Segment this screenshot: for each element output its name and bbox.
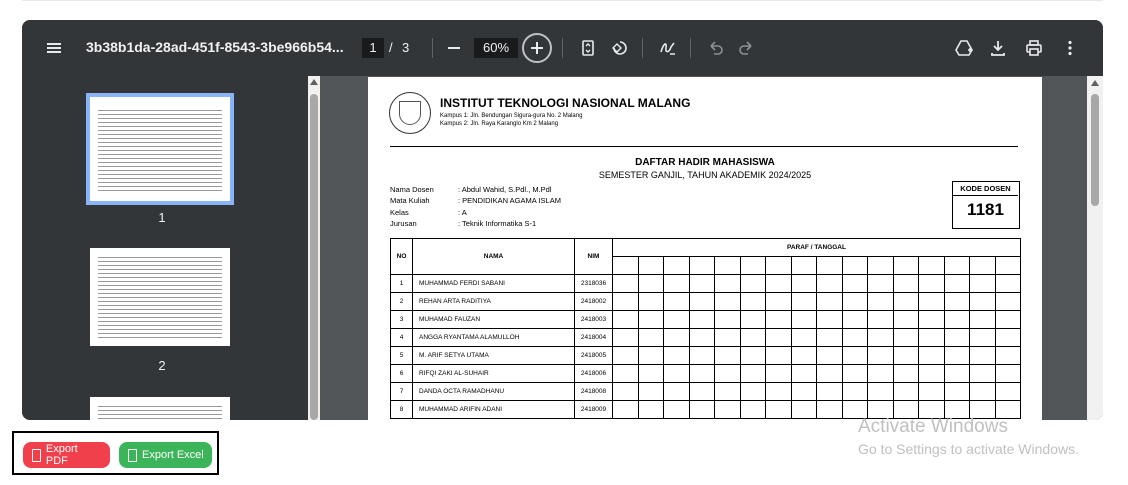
paraf-cell (970, 347, 996, 365)
paraf-cell (817, 365, 843, 383)
header-rule (390, 146, 1018, 147)
cell-nim: 2418009 (575, 401, 613, 419)
paraf-cell (791, 401, 817, 419)
page-total: 3 (402, 40, 410, 55)
paraf-cell (791, 347, 817, 365)
paraf-cell (766, 311, 792, 329)
cell-nama: DANDA OCTA RAMADHANU (413, 383, 575, 401)
top-divider (22, 0, 1103, 1)
paraf-cell (613, 383, 639, 401)
paraf-cell (995, 347, 1021, 365)
paraf-cell (664, 401, 690, 419)
paraf-cell (715, 347, 741, 365)
paraf-cell (791, 329, 817, 347)
col-header-nim: NIM (575, 239, 613, 275)
paraf-cell (638, 365, 664, 383)
scroll-up-icon[interactable] (310, 79, 318, 85)
page-scroll-thumb[interactable] (1091, 94, 1099, 206)
paraf-cell (919, 293, 945, 311)
cell-nama: ANGGA RYANTAMA ALAMULLOH (413, 329, 575, 347)
paraf-cell (970, 383, 996, 401)
paraf-cell (715, 383, 741, 401)
minus-icon[interactable] (440, 34, 468, 62)
paraf-cell (715, 311, 741, 329)
paraf-cell (689, 383, 715, 401)
paraf-cell (970, 275, 996, 293)
paraf-cell (791, 365, 817, 383)
cell-no: 1 (391, 275, 413, 293)
paraf-cell (740, 311, 766, 329)
fit-page-icon[interactable] (574, 34, 602, 62)
export-pdf-label: Export PDF (45, 443, 78, 467)
paraf-cell (970, 311, 996, 329)
paraf-cell (766, 365, 792, 383)
paraf-cell (613, 329, 639, 347)
print-icon[interactable] (1020, 34, 1048, 62)
campus-address-2: Kampus 2: Jln. Raya Karanglo Km 2 Malang (440, 121, 559, 127)
paraf-cell (766, 347, 792, 365)
paraf-cell (893, 347, 919, 365)
add-to-drive-icon[interactable] (950, 34, 978, 62)
paraf-cell (638, 347, 664, 365)
paraf-cell (995, 329, 1021, 347)
cell-no: 4 (391, 329, 413, 347)
paraf-cell (664, 275, 690, 293)
campus-address-1: Kampus 1: Jln. Bendungan Sigura-gura No. 2 Malang (440, 113, 583, 119)
file-name: 3b38b1da-28ad-451f-8543-3be966b54... (86, 39, 344, 55)
cell-nim: 2318036 (575, 275, 613, 293)
info-value: : Abdul Wahid, S.Pdl., M.Pdl (458, 185, 552, 194)
paraf-cell (944, 329, 970, 347)
paraf-cell (842, 365, 868, 383)
paraf-cell (613, 347, 639, 365)
toolbar-divider (562, 38, 563, 58)
paraf-cell (842, 347, 868, 365)
table-row (391, 383, 1021, 401)
paraf-cell (919, 365, 945, 383)
cell-no: 3 (391, 311, 413, 329)
paraf-cell (893, 365, 919, 383)
paraf-cell (868, 257, 894, 275)
kode-dosen-box (952, 181, 1020, 229)
paraf-cell (842, 275, 868, 293)
paraf-cell (970, 329, 996, 347)
paraf-cell (817, 329, 843, 347)
pdf-viewer (22, 20, 1103, 420)
paraf-cell (715, 329, 741, 347)
table-row (391, 275, 1021, 293)
paraf-cell (638, 401, 664, 419)
export-pdf-button[interactable] (23, 442, 110, 468)
paraf-cell (613, 365, 639, 383)
thumbnail-number: 1 (158, 210, 166, 225)
sidebar-scroll-thumb[interactable] (310, 94, 318, 420)
thumbnail-content (98, 254, 222, 340)
scroll-up-icon[interactable] (1091, 80, 1099, 86)
paraf-cell (868, 347, 894, 365)
thumbnail-content (98, 107, 222, 191)
paraf-cell (689, 257, 715, 275)
cell-nim: 2418003 (575, 311, 613, 329)
thumbnail-content (98, 403, 222, 420)
paraf-cell (995, 275, 1021, 293)
cell-nama: M. ARIF SETYA UTAMA (413, 347, 575, 365)
kode-dosen-label: KODE DOSEN (960, 184, 1011, 193)
cell-nama: MUHAMMAD FERDI SABANI (413, 275, 575, 293)
paraf-cell (817, 257, 843, 275)
paraf-cell (715, 293, 741, 311)
page-scrollbar[interactable] (1087, 76, 1103, 420)
paraf-cell (893, 275, 919, 293)
export-excel-label: Export Excel (142, 449, 204, 461)
table-row (391, 329, 1021, 347)
cell-nim: 2418005 (575, 347, 613, 365)
paraf-cell (766, 329, 792, 347)
pen-icon[interactable] (654, 34, 682, 62)
info-value: : A (458, 208, 467, 217)
cell-nama: MUHAMMAD ARIFIN ADANI (413, 401, 575, 419)
paraf-cell (919, 347, 945, 365)
paraf-cell (638, 311, 664, 329)
paraf-cell (817, 383, 843, 401)
paraf-cell (919, 329, 945, 347)
cell-no: 8 (391, 401, 413, 419)
more-vert-icon[interactable] (1056, 34, 1084, 62)
viewer-toolbar (22, 20, 1103, 76)
cell-nim: 2418008 (575, 383, 613, 401)
paraf-cell (893, 383, 919, 401)
paraf-cell (919, 311, 945, 329)
table-row (391, 311, 1021, 329)
menu-icon[interactable] (40, 34, 68, 62)
col-header-paraf: PARAF / TANGGAL (613, 239, 1021, 257)
paraf-cell (613, 275, 639, 293)
xls-file-icon (127, 449, 137, 461)
table-row (391, 293, 1021, 311)
paraf-cell (740, 365, 766, 383)
export-excel-button[interactable] (119, 442, 212, 468)
sidebar-scrollbar[interactable] (308, 76, 320, 420)
paraf-cell (664, 293, 690, 311)
paraf-cell (664, 383, 690, 401)
paraf-cell (613, 257, 639, 275)
info-label: Mata Kuliah (390, 196, 430, 205)
paraf-cell (613, 401, 639, 419)
paraf-cell (664, 257, 690, 275)
paraf-cell (944, 383, 970, 401)
table-row (391, 365, 1021, 383)
paraf-cell (791, 293, 817, 311)
paraf-cell (817, 401, 843, 419)
toolbar-divider (642, 38, 643, 58)
paraf-cell (791, 257, 817, 275)
cell-nim: 2418004 (575, 329, 613, 347)
paraf-cell (893, 329, 919, 347)
page-thumbnail[interactable] (90, 397, 230, 420)
paraf-cell (638, 275, 664, 293)
paraf-cell (868, 365, 894, 383)
institution-name: INSTITUT TEKNOLOGI NASIONAL MALANG (440, 96, 691, 110)
paraf-cell (995, 365, 1021, 383)
redo-icon[interactable] (732, 34, 760, 62)
paraf-cell (842, 293, 868, 311)
paraf-cell (919, 383, 945, 401)
paraf-cell (689, 365, 715, 383)
paraf-cell (791, 311, 817, 329)
info-label: Kelas (390, 208, 409, 217)
paraf-cell (740, 383, 766, 401)
paraf-cell (740, 275, 766, 293)
paraf-cell (766, 401, 792, 419)
cell-no: 2 (391, 293, 413, 311)
paraf-cell (715, 401, 741, 419)
paraf-cell (791, 383, 817, 401)
paraf-cell (664, 347, 690, 365)
cell-nama: REHAN ARTA RADITIYA (413, 293, 575, 311)
paraf-cell (766, 293, 792, 311)
paraf-cell (638, 383, 664, 401)
cell-no: 7 (391, 383, 413, 401)
info-value: : PENDIDIKAN AGAMA ISLAM (458, 196, 561, 205)
paraf-cell (970, 257, 996, 275)
activate-windows-subtitle: Go to Settings to activate Windows. (858, 441, 1079, 457)
paraf-cell (689, 293, 715, 311)
paraf-cell (740, 257, 766, 275)
undo-icon[interactable] (702, 34, 730, 62)
paraf-cell (664, 329, 690, 347)
paraf-cell (689, 311, 715, 329)
paraf-cell (944, 275, 970, 293)
paraf-cell (944, 293, 970, 311)
paraf-cell (766, 275, 792, 293)
thumbnail-number: 2 (158, 358, 166, 373)
paraf-cell (689, 347, 715, 365)
pdf-file-icon (31, 449, 41, 461)
toolbar-divider (690, 38, 691, 58)
paraf-cell (868, 383, 894, 401)
paraf-cell (613, 293, 639, 311)
kode-dosen-value: 1181 (967, 200, 1004, 219)
cell-no: 5 (391, 347, 413, 365)
paraf-cell (817, 275, 843, 293)
table-row (391, 347, 1021, 365)
paraf-cell (995, 311, 1021, 329)
institution-logo (389, 92, 431, 134)
paraf-cell (638, 329, 664, 347)
cell-no: 6 (391, 365, 413, 383)
paraf-cell (689, 401, 715, 419)
paraf-cell (689, 329, 715, 347)
paraf-cell (944, 257, 970, 275)
paraf-cell (995, 383, 1021, 401)
cell-nama: MUHAMAD FAUZAN (413, 311, 575, 329)
cell-nim: 2418002 (575, 293, 613, 311)
paraf-cell (995, 293, 1021, 311)
cell-nim: 2418006 (575, 365, 613, 383)
paraf-cell (740, 401, 766, 419)
paraf-cell (766, 383, 792, 401)
page-thumbnail[interactable] (90, 248, 230, 346)
col-header-no: NO (391, 239, 413, 275)
paraf-cell (740, 347, 766, 365)
paraf-cell (842, 329, 868, 347)
paraf-cell (944, 311, 970, 329)
download-icon[interactable] (984, 34, 1012, 62)
page-separator: / (389, 40, 393, 55)
paraf-cell (817, 293, 843, 311)
plus-icon[interactable] (522, 33, 552, 63)
paraf-cell (766, 257, 792, 275)
paraf-cell (638, 293, 664, 311)
paraf-cell (893, 311, 919, 329)
paraf-cell (842, 383, 868, 401)
paraf-cell (919, 257, 945, 275)
info-label: Jurusan (390, 219, 417, 228)
paraf-cell (970, 293, 996, 311)
page-number-input[interactable]: 1 (362, 38, 384, 58)
paraf-cell (638, 257, 664, 275)
document-title: DAFTAR HADIR MAHASISWA (635, 157, 775, 168)
col-header-nama: NAMA (413, 239, 575, 275)
document-page (368, 77, 1042, 420)
paraf-cell (868, 329, 894, 347)
paraf-cell (868, 275, 894, 293)
paraf-cell (919, 275, 945, 293)
paraf-cell (970, 365, 996, 383)
toolbar-divider (432, 38, 433, 58)
paraf-cell (664, 365, 690, 383)
document-subtitle: SEMESTER GANJIL, TAHUN AKADEMIK 2024/2025 (598, 170, 812, 180)
export-actions (12, 431, 219, 475)
paraf-cell (842, 311, 868, 329)
paraf-cell (817, 311, 843, 329)
paraf-cell (740, 329, 766, 347)
paraf-cell (944, 347, 970, 365)
attendance-table (390, 238, 1021, 419)
paraf-cell (791, 275, 817, 293)
paraf-cell (868, 311, 894, 329)
rotate-icon[interactable] (606, 34, 634, 62)
thumbnail-sidebar (22, 76, 320, 420)
paraf-cell (868, 293, 894, 311)
paraf-cell (817, 347, 843, 365)
paraf-cell (944, 365, 970, 383)
paraf-cell (842, 257, 868, 275)
info-value: : Teknik Informatika S-1 (458, 219, 537, 228)
paraf-cell (613, 311, 639, 329)
info-label: Nama Dosen (390, 185, 434, 194)
page-thumbnail[interactable] (90, 97, 230, 201)
activate-windows-title: Activate Windows (858, 416, 1008, 437)
paraf-cell (893, 293, 919, 311)
paraf-cell (664, 311, 690, 329)
paraf-cell (715, 257, 741, 275)
paraf-cell (715, 275, 741, 293)
zoom-level-input[interactable]: 60% (474, 38, 518, 58)
cell-nama: RIFQI ZAKI AL-SUHAIR (413, 365, 575, 383)
paraf-cell (689, 275, 715, 293)
paraf-cell (995, 257, 1021, 275)
paraf-cell (893, 257, 919, 275)
paraf-cell (740, 293, 766, 311)
paraf-cell (715, 365, 741, 383)
